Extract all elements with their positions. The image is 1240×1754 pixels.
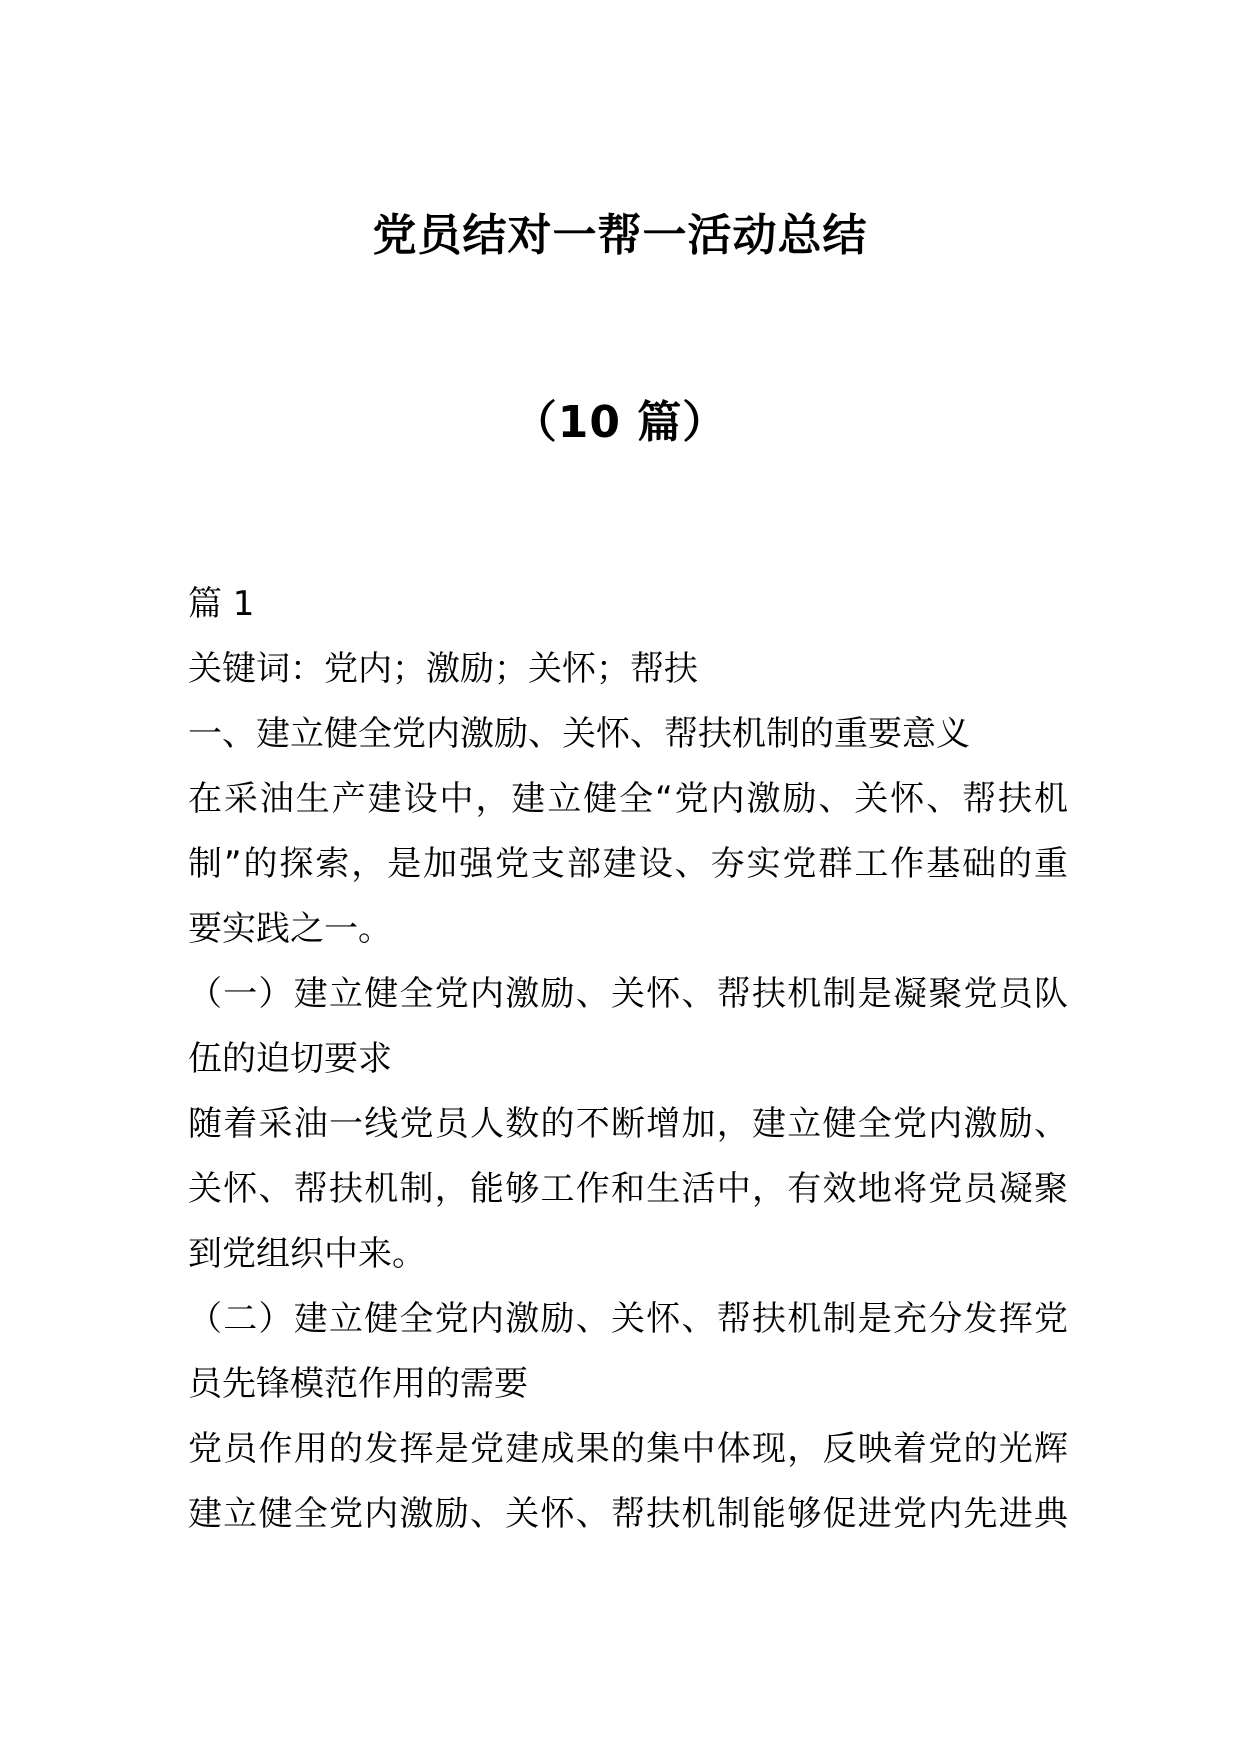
paragraph-line: 关怀、帮扶机制，能够工作和生活中，有效地将党员凝聚 <box>188 1169 1068 1209</box>
document-body <box>188 572 1068 1547</box>
subheading-line: 员先锋模范作用的需要 <box>188 1364 528 1404</box>
paragraph-line: 建立健全党内激励、关怀、帮扶机制能够促进党内先进典 <box>188 1494 1068 1534</box>
heading-1: 一、建立健全党内激励、关怀、帮扶机制的重要意义 <box>188 714 970 754</box>
paragraph-line: 随着采油一线党员人数的不断增加，建立健全党内激励、 <box>188 1104 1068 1144</box>
keywords-line: 关键词：党内；激励；关怀；帮扶 <box>188 649 698 689</box>
paragraph-line: 到党组织中来。 <box>188 1234 426 1274</box>
subheading-line: 伍的迫切要求 <box>188 1039 392 1079</box>
subheading-line: （一）建立健全党内激励、关怀、帮扶机制是凝聚党员队 <box>188 974 1068 1014</box>
paragraph-line: 制”的探索，是加强党支部建设、夯实党群工作基础的重 <box>188 844 1068 884</box>
subheading-line: （二）建立健全党内激励、关怀、帮扶机制是充分发挥党 <box>188 1299 1068 1339</box>
section-label: 篇 1 <box>188 584 255 624</box>
document-subtitle: （10 篇） <box>512 397 728 448</box>
paragraph-line: 要实践之一。 <box>188 909 392 949</box>
paragraph-line: 党员作用的发挥是党建成果的集中体现，反映着党的光辉 <box>188 1429 1068 1469</box>
paragraph-line: 在采油生产建设中，建立健全“党内激励、关怀、帮扶机 <box>188 779 1068 819</box>
document-title: 党员结对一帮一活动总结 <box>372 210 868 261</box>
